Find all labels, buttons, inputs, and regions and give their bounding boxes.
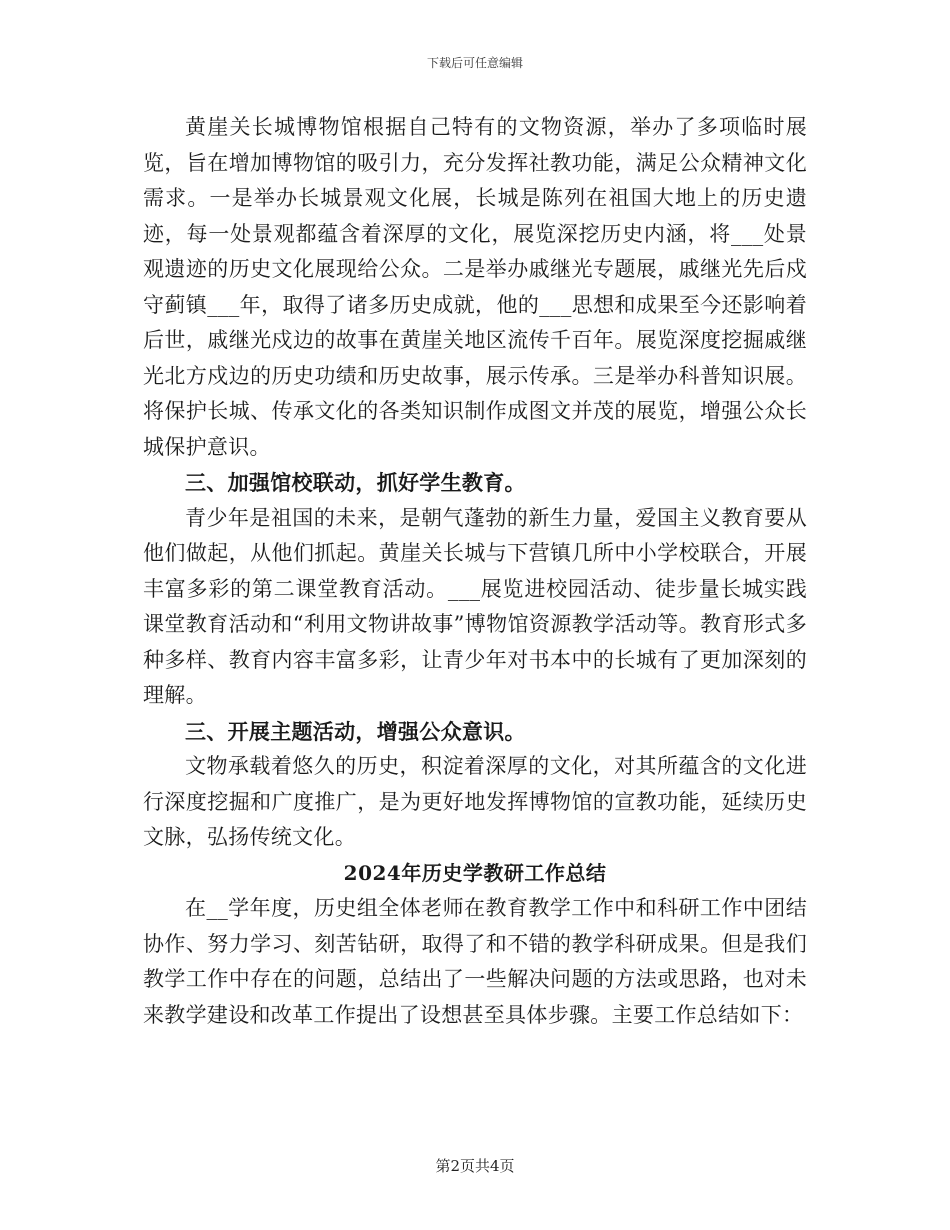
document-body [143,110,807,1033]
paragraph-exhibitions: 黄崖关长城博物馆根据自己特有的文物资源，举办了多项临时展览，旨在增加博物馆的吸引力，充分发挥社教功能，满足公众精神文化需求。一是举办长城景观文化展，长城是陈列在祖国大地上的历史遗迹，每一处景观都蕴含着深厚的文化，展览深挖历史内涵，将___处景观遗迹的历史文化展现给公众。二是举办戚继光专题展，戚继光先后戍守蓟镇___年，取得了诸多历史成就，他的___思想和成果至今还影响着后世，戚继光戍边的故事在黄崖关地区流传千百年。展览深度挖掘戚继光北方戍边的历史功绩和历史故事，展示传承。三是举办科普知识展。将保护长城、传承文化的各类知识制作成图文并茂的展览，增强公众长城保护意识。 [143,115,807,459]
page-number: 第2页共4页 [435,1157,515,1175]
section-heading-school-cooperation: 三、加强馆校联动，抓好学生教育。 [185,470,526,495]
paragraph-teaching-summary: 在__学年度，历史组全体老师在教育教学工作中和科研工作中团结协作、努力学习、刻苦钻研，取得了和不错的教学科研成果。但是我们教学工作中存在的问题，总结出了一些解决问题的方法或思路，也对未来教学建设和改革工作提出了设想甚至具体步骤。主要工作总结如下： [143,896,807,1027]
paragraph-cultural-relics: 文物承载着悠久的历史，积淀着深厚的文化，对其所蕴含的文化进行深度挖掘和广度推广，是为更好地发挥博物馆的宣教功能，延续历史文脉，弘扬传统文化。 [143,754,807,849]
section-heading-theme-activities: 三、开展主题活动，增强公众意识。 [185,718,526,744]
paragraph-student-education: 青少年是祖国的未来，是朝气蓬勃的新生力量，爱国主义教育要从他们做起，从他们抓起。黄崖关长城与下营镇几所中小学校联合，开展丰富多彩的第二课堂教育活动。___展览进校园活动、徒步量长城实践课堂教育活动和“利用文物讲故事”博物馆资源教学活动等。教育形式多种多样、教育内容丰富多彩，让青少年对书本中的长城有了更加深刻的理解。 [143,505,807,707]
page-header-note: 下载后可任意编辑 [426,56,523,70]
document-title: 2024年历史学教研工作总结 [343,860,607,885]
